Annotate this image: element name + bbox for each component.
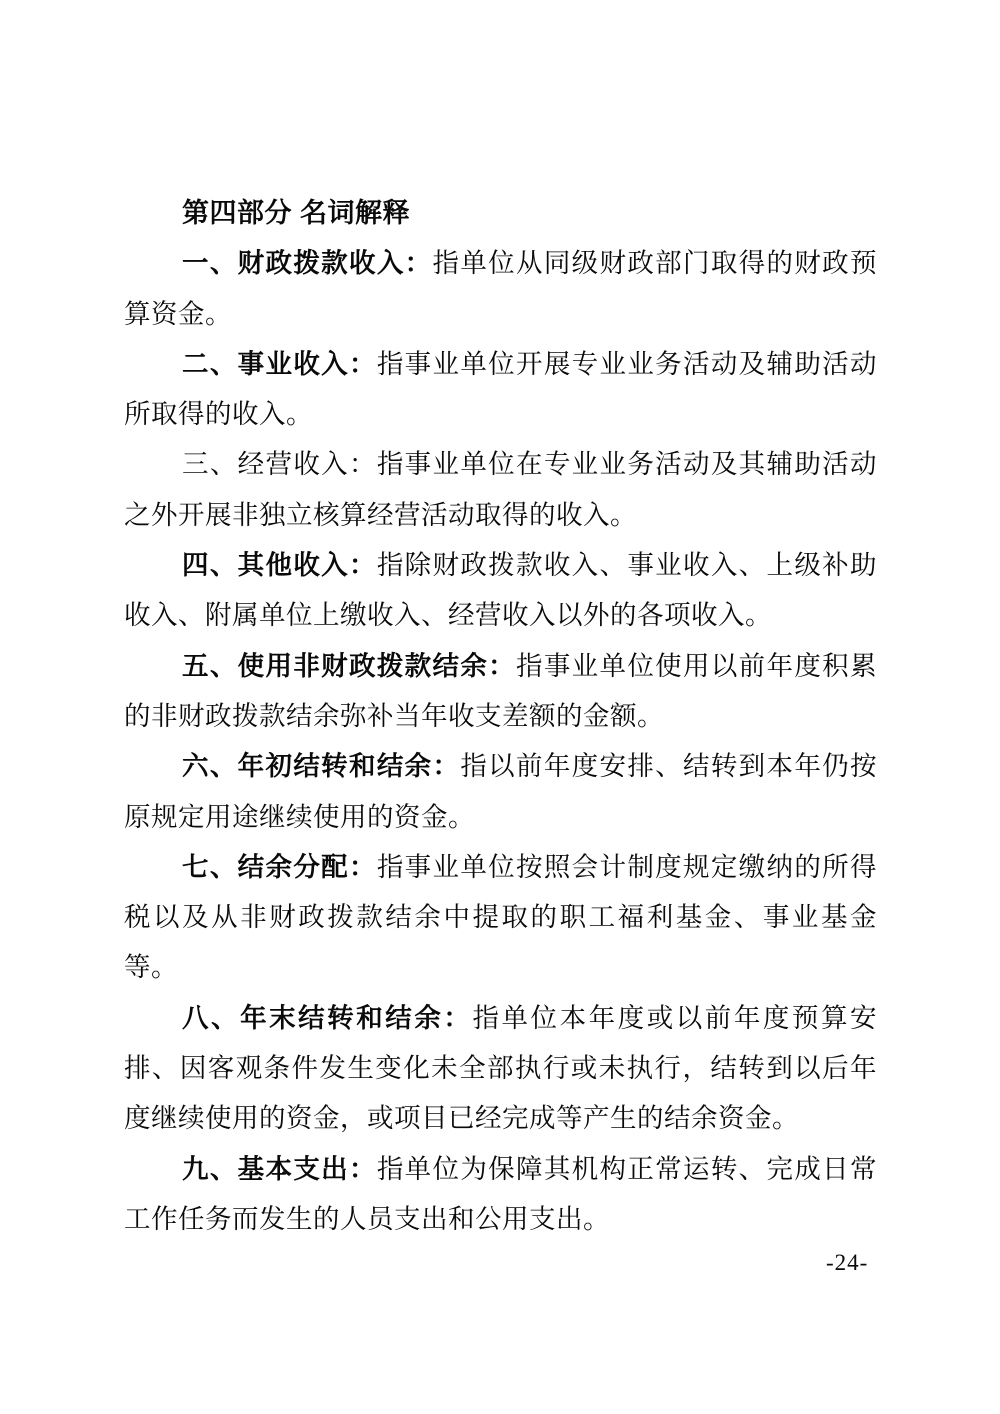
definition-paragraph-7 xyxy=(124,842,877,993)
definition-paragraph-9 xyxy=(124,1144,877,1245)
term-label-7: 七、结余分配： xyxy=(182,851,377,882)
definition-paragraph-6 xyxy=(124,741,877,842)
section-heading: 第四部分 名词解释 xyxy=(182,198,411,228)
definition-paragraph-2 xyxy=(124,339,877,440)
definition-paragraph-4 xyxy=(124,540,877,641)
term-definition-5: 指事业单位使用以前年度积累的非财政拨款结余弥补当年收支差额的金额。 xyxy=(124,650,877,731)
term-definition-3: 指事业单位在专业业务活动及其辅助活动之外开展非独立核算经营活动取得的收入。 xyxy=(124,449,878,530)
definition-paragraph-5 xyxy=(124,641,877,742)
term-label-3: 三、经营收入： xyxy=(182,449,377,480)
term-definition-8: 指单位本年度或以前年度预算安排、因客观条件发生变化未全部执行或未执行，结转到以后年度继续使用的资金，或项目已经完成等产生的结余资金。 xyxy=(124,1002,878,1134)
term-label-2: 二、事业收入： xyxy=(182,348,377,379)
term-label-5: 五、使用非财政拨款结余： xyxy=(182,650,516,681)
page-number: -24- xyxy=(826,1250,869,1275)
term-definition-4: 指除财政拨款收入、事业收入、上级补助收入、附属单位上缴收入、经营收入以外的各项收入。 xyxy=(124,550,878,631)
document-content xyxy=(124,188,877,1244)
term-label-8: 八、年末结转和结余： xyxy=(182,1002,473,1033)
term-definition-6: 指以前年度安排、结转到本年仍按原规定用途继续使用的资金。 xyxy=(124,751,878,832)
term-label-4: 四、其他收入： xyxy=(182,550,377,581)
term-definition-2: 指事业单位开展专业业务活动及辅助活动所取得的收入。 xyxy=(124,348,878,430)
term-label-9: 九、基本支出： xyxy=(182,1153,377,1184)
term-definition-9: 指单位为保障其机构正常运转、完成日常工作任务而发生的人员支出和公用支出。 xyxy=(124,1153,878,1234)
term-label-1: 一、财政拨款收入： xyxy=(182,248,433,279)
definition-paragraph-8 xyxy=(124,993,877,1144)
definition-paragraph-1 xyxy=(124,238,877,339)
term-label-6: 六、年初结转和结余： xyxy=(182,751,461,782)
definition-paragraph-3 xyxy=(124,439,877,540)
term-definition-1: 指单位从同级财政部门取得的财政预算资金。 xyxy=(124,248,877,329)
term-definition-7: 指事业单位按照会计制度规定缴纳的所得税以及从非财政拨款结余中提取的职工福利基金、事业基金等。 xyxy=(124,851,878,983)
